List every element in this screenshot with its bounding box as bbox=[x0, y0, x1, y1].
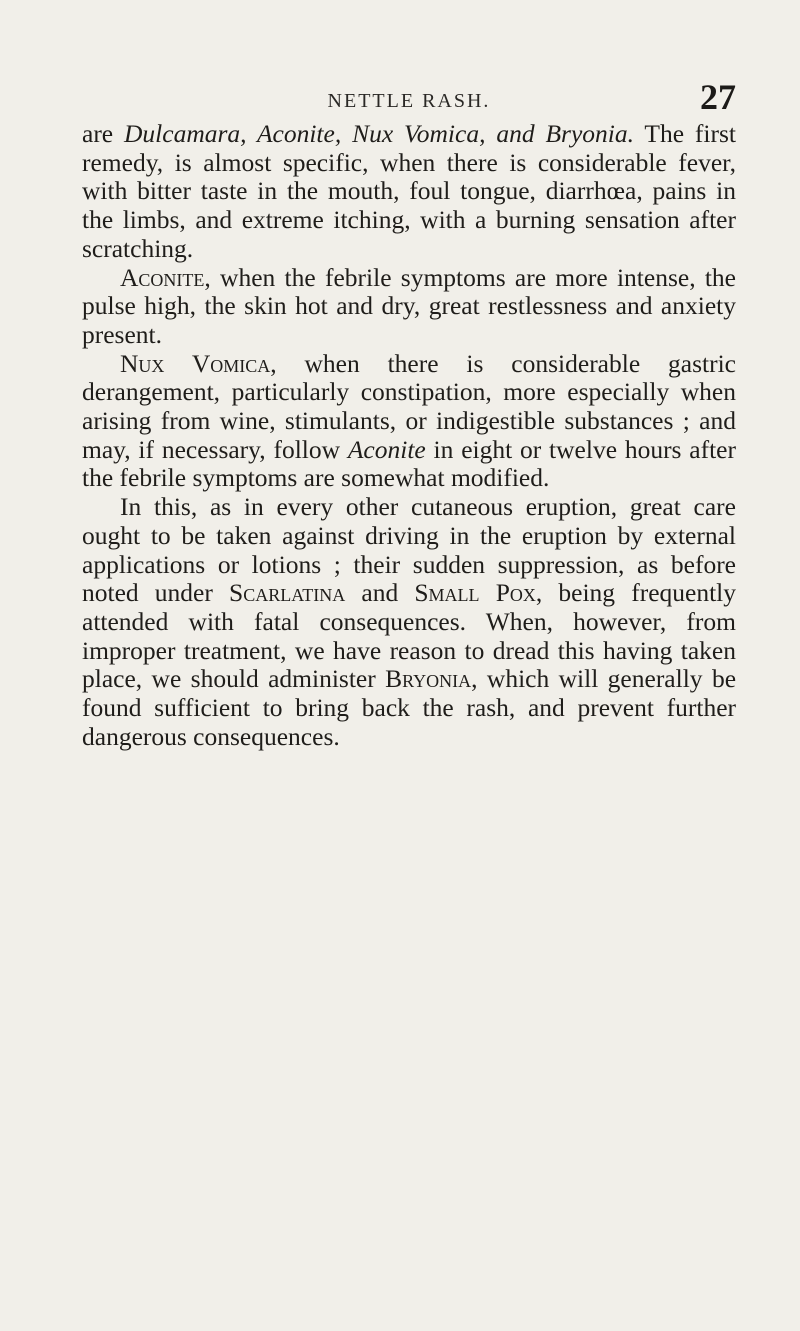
paragraph-eruption-text-1: In this, as in every other cutaneous eruption, great care ought to be taken against driving in the eruption by external applications or lotions ; their sudden suppression, as before noted under bbox=[82, 492, 736, 608]
body-text bbox=[82, 120, 736, 751]
page-header bbox=[82, 76, 736, 116]
remedy-term-bryonia: Bryonia bbox=[385, 664, 472, 694]
remedy-term-aconite: Aconite bbox=[120, 262, 205, 292]
paragraph-nux-text-1: , when there is considerable gastric derangement, particularly constipation, more especially when arising from wine, stimulants, or indigestible substances ; and may, if necessary, follow bbox=[82, 348, 736, 464]
paragraph-aconite bbox=[82, 264, 736, 350]
paragraph-eruption-text-3: , being frequently attended with fatal consequences. When, however, from improper treatment, we have reason to dread this having taken place, we should administer bbox=[82, 578, 736, 694]
remedy-list: Dulcamara, Aconite, Nux Vomica, and Bryonia. bbox=[124, 119, 634, 148]
paragraph-eruption-text-2: and bbox=[345, 578, 415, 608]
paragraph-1-lead: are bbox=[82, 119, 124, 148]
remedy-ref-aconite: Aconite bbox=[347, 434, 426, 464]
remedy-term-small-pox: Small Pox bbox=[414, 578, 536, 608]
paragraph-nux-vomica bbox=[82, 350, 736, 494]
remedy-term-scarlatina: Scarlatina bbox=[229, 578, 346, 608]
running-head: NETTLE RASH. bbox=[327, 90, 491, 112]
paragraph-1-text: The first remedy, is almost specific, when there is considerable fever, with bitter taste in the mouth, foul tongue, diarrhœa, pains in the limbs, and extreme itching, with a burning sensation after scratching. bbox=[82, 119, 736, 263]
page-number: 27 bbox=[700, 77, 736, 117]
paragraph-eruption-text-4: , which will generally be found sufficient to bring back the rash, and prevent further dangerous consequences. bbox=[82, 664, 737, 751]
paragraph-nux-text-2: in eight or twelve hours after the febrile symptoms are somewhat modified. bbox=[82, 434, 736, 493]
paragraph-eruption bbox=[82, 493, 736, 751]
remedy-term-nux-vomica: Nux Vomica bbox=[120, 348, 271, 378]
paragraph-1 bbox=[82, 120, 736, 264]
paragraph-aconite-text: , when the febrile symptoms are more intense, the pulse high, the skin hot and dry, great restlessness and anxiety present. bbox=[82, 262, 736, 349]
